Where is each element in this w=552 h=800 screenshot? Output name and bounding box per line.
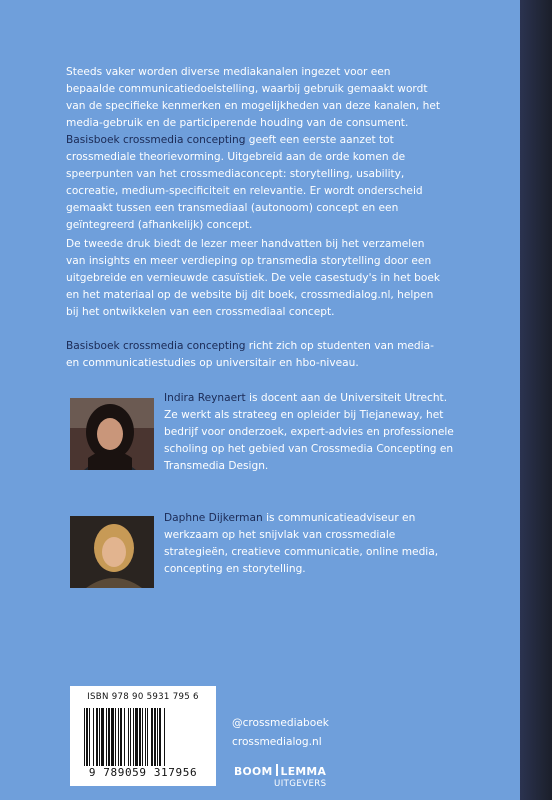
audience-text: richt zich op studenten van media- en communicatiestudies op universitair en hbo-niveau. bbox=[66, 340, 434, 369]
barcode-stripe bbox=[101, 708, 104, 766]
second-edition-text: De tweede druk biedt de lezer meer handvatten bij het verzamelen van insights en meer verdieping op transmedia storytelling door een uitgebreide en vernieuwde casuïstiek. De vele casestudy's in het boek en het materiaal op de website bij dit boek, crossmedialog.nl, helpen bij het ontwikkelen van een crossmediaal concept. bbox=[66, 238, 441, 318]
barcode-stripe bbox=[84, 708, 85, 766]
barcode-stripe bbox=[120, 708, 122, 766]
logo-divider bbox=[276, 764, 278, 776]
web-links bbox=[232, 714, 329, 752]
second-edition-paragraph bbox=[66, 236, 442, 321]
author-name: Indira Reynaert bbox=[164, 392, 246, 404]
barcode-stripe bbox=[164, 708, 165, 766]
theory-text: geeft een eerste aanzet tot crossmediale theorievorming. Uitgebreid aan de orde komen de speerpunten van het crossmediaconcept: storytelling, usability, cocreatie, medium-specificiteit en relevantie. Er wordt onderscheid gemaakt tussen een transmediaal (autonoom) concept en een geïntegreerd (afhankelijk) concept. bbox=[66, 134, 423, 231]
barcode-stripe bbox=[115, 708, 116, 766]
publisher-boom: BOOM bbox=[234, 765, 273, 778]
intro-paragraph bbox=[66, 64, 442, 234]
barcode-stripe bbox=[135, 708, 138, 766]
barcode-stripe bbox=[157, 708, 158, 766]
barcode-stripe bbox=[151, 708, 153, 766]
barcode-stripe bbox=[96, 708, 98, 766]
barcode-stripe bbox=[139, 708, 141, 766]
isbn-label: ISBN 978 90 5931 795 6 bbox=[87, 692, 199, 702]
barcode-stripe bbox=[133, 708, 134, 766]
barcode-stripe bbox=[93, 708, 94, 766]
author-bio-daphne bbox=[164, 510, 454, 578]
barcode-stripe bbox=[106, 708, 107, 766]
author-name: Daphne Dijkerman bbox=[164, 512, 263, 524]
barcode-stripe bbox=[118, 708, 119, 766]
publisher-lemma: LEMMA bbox=[280, 765, 327, 778]
publisher-logo bbox=[234, 764, 326, 778]
intro-text: Steeds vaker worden diverse mediakanalen ingezet voor een bepaalde communicatiedoelstelling, waarbij gebruik gemaakt wordt van de specifieke kenmerken en mogelijkheden van deze kanalen, het media-gebruik en de participerende houding van de consument. bbox=[66, 66, 440, 129]
barcode bbox=[70, 686, 216, 786]
book-title-mention: Basisboek crossmedia concepting bbox=[66, 134, 246, 146]
author-photo-daphne bbox=[70, 516, 154, 588]
book-title-mention: Basisboek crossmedia concepting bbox=[66, 340, 246, 352]
book-spine-edge bbox=[520, 0, 552, 800]
author-bio-indira bbox=[164, 390, 454, 475]
author-bio-text: is communicatieadviseur en werkzaam op het snijvlak van crossmediale strategieën, creatieve communicatie, online media, concepting en storytelling. bbox=[164, 512, 439, 575]
publisher-uitgevers: UITGEVERS bbox=[274, 779, 327, 789]
barcode-stripe bbox=[130, 708, 131, 766]
barcode-stripe bbox=[86, 708, 88, 766]
barcode-bars bbox=[82, 708, 204, 766]
barcode-stripe bbox=[159, 708, 161, 766]
barcode-stripe bbox=[145, 708, 146, 766]
barcode-stripe bbox=[111, 708, 114, 766]
barcode-stripe bbox=[128, 708, 129, 766]
website-link[interactable]: crossmedialog.nl bbox=[232, 736, 322, 748]
barcode-stripe bbox=[142, 708, 143, 766]
barcode-digits: 9 789059 317956 bbox=[88, 766, 198, 779]
audience-paragraph bbox=[66, 338, 442, 372]
barcode-stripe bbox=[99, 708, 100, 766]
barcode-stripe bbox=[89, 708, 90, 766]
author-photo-indira bbox=[70, 398, 154, 470]
barcode-stripe bbox=[108, 708, 110, 766]
twitter-handle[interactable]: @crossmediaboek bbox=[232, 717, 329, 729]
barcode-stripe bbox=[147, 708, 148, 766]
barcode-stripe bbox=[154, 708, 156, 766]
barcode-stripe bbox=[124, 708, 125, 766]
author-bio-text: is docent aan de Universiteit Utrecht. Ze werkt als strateeg en opleider bij Tiejaneway, het bedrijf voor onderzoek, expert-advies en professionele scholing op het gebied van Crossmedia Concepting en Transmedia Design. bbox=[164, 392, 454, 472]
